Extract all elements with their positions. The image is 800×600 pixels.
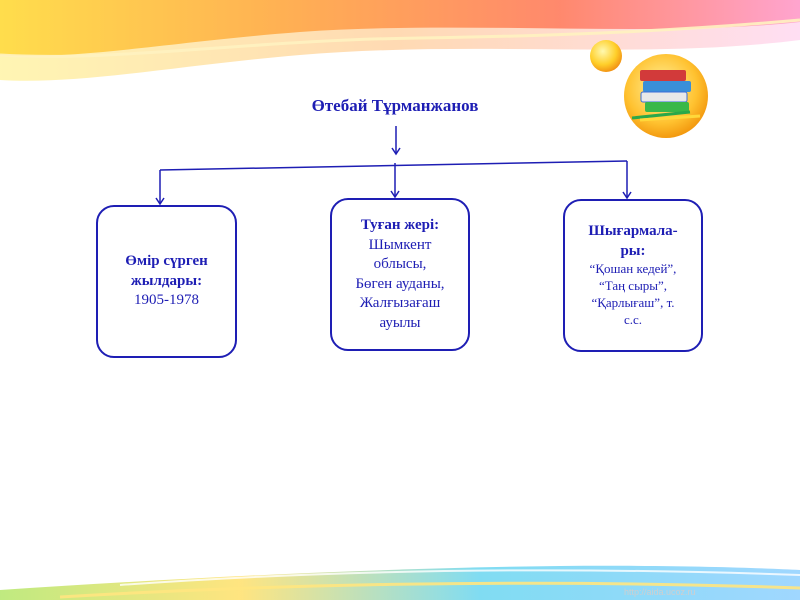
birthplace-line: облысы, xyxy=(373,256,427,272)
birthplace-box xyxy=(330,198,470,351)
works-line: “Таң сыры”, xyxy=(598,278,668,294)
lifespan-heading: Өмір сүрген жылдары: xyxy=(125,253,208,289)
works-heading: ры: xyxy=(620,242,646,259)
birthplace-line: Бөген ауданы, xyxy=(355,275,445,292)
footer-url: http://aida.ucoz.ru xyxy=(624,587,696,597)
works-heading: Шығармала- xyxy=(588,223,678,240)
birthplace-line: Шымкент xyxy=(368,236,432,253)
works-line: “Қошан кедей”, xyxy=(589,261,677,277)
diagram-title: Өтебай Тұрманжанов xyxy=(311,96,479,115)
lifespan-box xyxy=(96,205,237,358)
works-box xyxy=(563,199,703,352)
works-line: “Қарлығаш”, т. xyxy=(591,295,675,310)
lifespan-years: 1905-1978 xyxy=(134,292,199,309)
birthplace-line: Жалғызағаш xyxy=(359,295,441,311)
birthplace-line: ауылы xyxy=(379,314,421,331)
connector-lines xyxy=(156,126,631,204)
works-line: с.с. xyxy=(623,311,643,327)
birthplace-heading: Туған жері: xyxy=(360,217,440,233)
